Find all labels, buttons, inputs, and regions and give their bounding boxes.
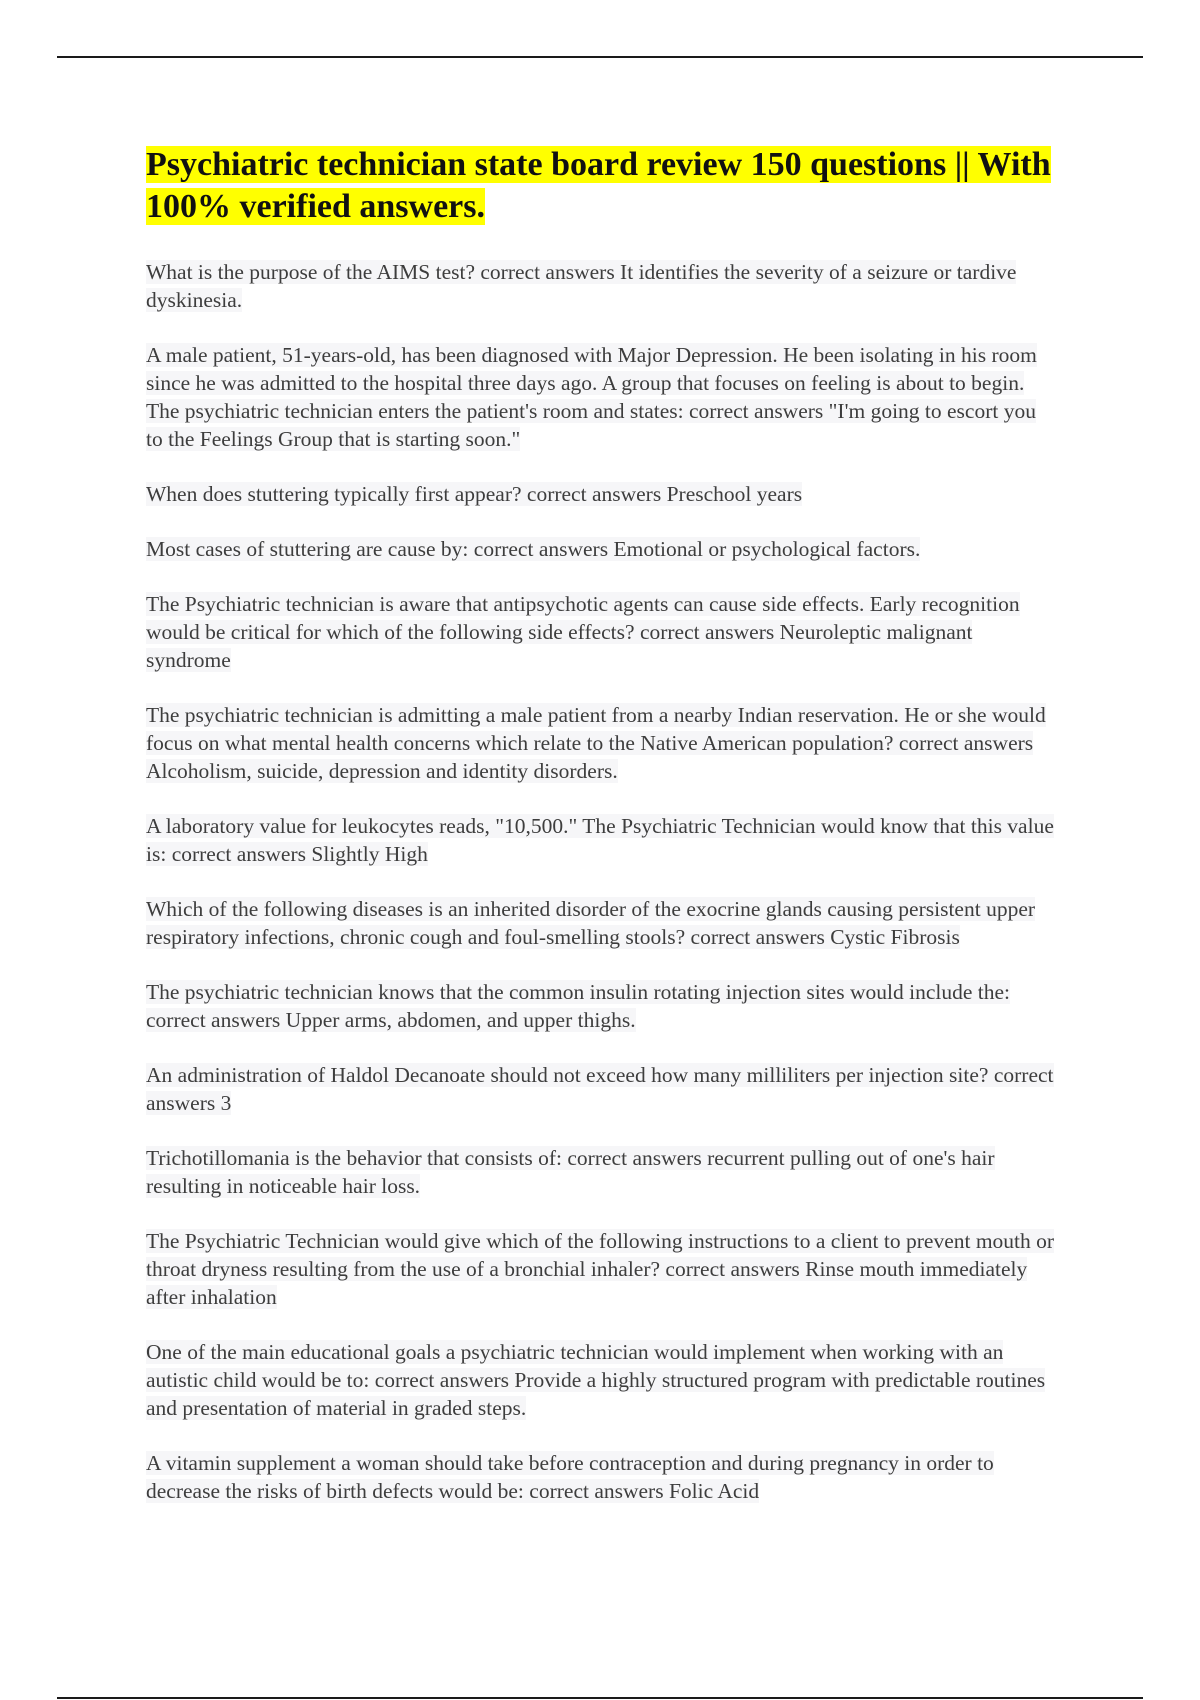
qa-item-text: The psychiatric technician knows that the common insulin rotating injection sites would include the: correct answers Upper arms, abdomen, and upper thighs.	[146, 980, 1010, 1032]
qa-item-text: A laboratory value for leukocytes reads, "10,500." The Psychiatric Technician would know that this value is: correct answers Slightly High	[146, 814, 1054, 866]
qa-item	[146, 701, 1058, 785]
qa-item-text: The Psychiatric Technician would give which of the following instructions to a client to prevent mouth or throat dryness resulting from the use of a bronchial inhaler? correct answers Rinse mouth immediately after inhalation	[146, 1229, 1055, 1309]
page-title-text: Psychiatric technician state board review 150 questions || With 100% verified answers.	[146, 146, 1051, 225]
qa-item	[146, 535, 1058, 563]
qa-item-text: The psychiatric technician is admitting a male patient from a nearby Indian reservation. He or she would focus on what mental health concerns which relate to the Native American population? correct answers Alcoholism, suicide, depression and identity disorders.	[146, 703, 1046, 783]
qa-item-text: The Psychiatric technician is aware that antipsychotic agents can cause side effects. Early recognition would be critical for which of the following side effects? correct answers Neuroleptic malignant syndrome	[146, 592, 1020, 672]
qa-item	[146, 895, 1058, 951]
qa-item	[146, 590, 1058, 674]
qa-item-text: One of the main educational goals a psychiatric technician would implement when working with an autistic child would be to: correct answers Provide a highly structured program with predictable routines and presentation of material in graded steps.	[146, 1340, 1046, 1420]
qa-item	[146, 480, 1058, 508]
qa-item	[146, 1144, 1058, 1200]
qa-item-text: Which of the following diseases is an inherited disorder of the exocrine glands causing persistent upper respiratory infections, chronic cough and foul-smelling stools? correct answers Cystic Fibrosis	[146, 897, 1036, 949]
top-rule	[57, 56, 1143, 58]
qa-item-text: Most cases of stuttering are cause by: correct answers Emotional or psychological factors.	[146, 537, 921, 561]
qa-item-text: An administration of Haldol Decanoate should not exceed how many milliliters per injection site? correct answers 3	[146, 1063, 1054, 1115]
qa-item	[146, 1449, 1058, 1505]
qa-item-text: A male patient, 51-years-old, has been diagnosed with Major Depression. He been isolating in his room since he was admitted to the hospital three days ago. A group that focuses on feeling is about to begin. The psychiatric technician enters the patient's room and states: correct answers "I'm going to escort you to the Feelings Group that is starting soon."	[146, 343, 1037, 451]
qa-item-text: What is the purpose of the AIMS test? correct answers It identifies the severity of a seizure or tardive dyskinesia.	[146, 260, 1017, 312]
document-body	[146, 144, 1058, 1532]
qa-item	[146, 258, 1058, 314]
qa-item	[146, 1338, 1058, 1422]
qa-item	[146, 341, 1058, 453]
qa-item-text: A vitamin supplement a woman should take before contraception and during pregnancy in order to decrease the risks of birth defects would be: correct answers Folic Acid	[146, 1451, 994, 1503]
qa-item	[146, 1227, 1058, 1311]
qa-item	[146, 812, 1058, 868]
qa-item	[146, 1061, 1058, 1117]
page-title	[146, 144, 1058, 228]
bottom-rule	[57, 1697, 1143, 1699]
qa-item-text: When does stuttering typically first appear? correct answers Preschool years	[146, 482, 803, 506]
qa-item	[146, 978, 1058, 1034]
qa-item-text: Trichotillomania is the behavior that consists of: correct answers recurrent pulling out of one's hair resulting in noticeable hair loss.	[146, 1146, 995, 1198]
